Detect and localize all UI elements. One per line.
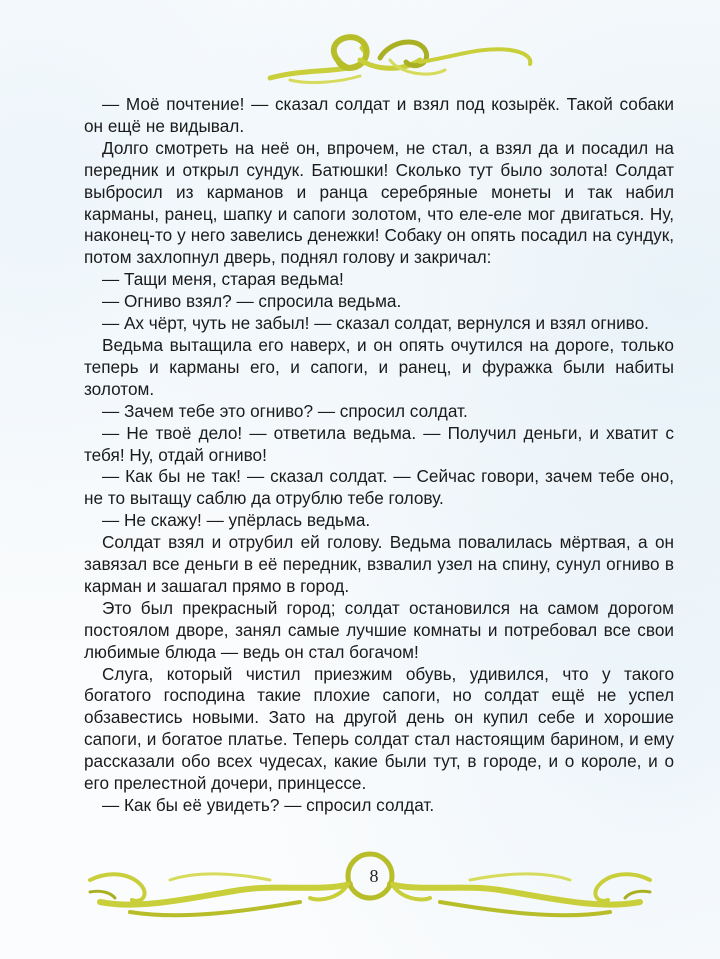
paragraph: — Как бы её увидеть? — спросил солдат. (102, 795, 435, 815)
paragraph: — Зачем тебе это огниво? — спросил солдат. (102, 400, 468, 421)
story-text (84, 94, 674, 817)
paragraph: — Не скажу! — упёрлась ведьма. (102, 510, 371, 531)
page-number: 8 (369, 866, 379, 886)
paragraph: Слуга, который чистил приезжим обувь, удивился, что у такого богатого господина такие плохие сапоги, но солдат ещё не успел обзавестись новыми. Зато на другой день он купил себе и хорошие сапоги, и богатое платье. Теперь солдат стал настоящим барином, и ему рассказали обо всех чудесах, какие были тут, в городе, и о короле, и о его прелестной дочери, принцессе. (84, 663, 674, 794)
paragraph: — Не твоё дело! — ответила ведьма. — Получил деньги, и хватит с тебя! Ну, отдай огниво! (84, 422, 674, 465)
paragraph: — Тащи меня, старая ведьма! (102, 269, 344, 290)
paragraph: — Моё почтение! — сказал солдат и взял под козырёк. Такой собаки он ещё не видывал. (84, 94, 674, 136)
paragraph: — Ах чёрт, чуть не забыл! — сказал солдат, вернулся и взял огниво. (102, 313, 649, 334)
ribbon-swirl-icon (230, 0, 550, 100)
paragraph: Ведьма вытащила его наверх, и он опять очутился на дороге, только теперь и карманы его, и сапоги, и ранец, и фуражка были набиты золотом. (84, 334, 674, 399)
paragraph: Солдат взял и отрубил ей голову. Ведьма повалилась мёртвая, а он завязал все деньги в её передник, взвалил узел на спину, сунул огниво в карман и зашагал прямо в город. (84, 532, 674, 596)
paragraph: Это был прекрасный город; солдат остановился на самом дорогом постоялом дворе, занял самые лучшие комнаты и потребовал все свои любимые блюда — ведь он стал богачом! (84, 597, 674, 662)
paragraph: Долго смотреть на неё он, впрочем, не стал, а взял да и посадил на передник и открыл сундук. Батюшки! Сколько тут было золота! Солдат выбросил из карманов и ранца серебряные монеты и так набил карманы, ранец, шапку и сапоги золотом, что еле-еле мог двигаться. Ну, наконец-то у него завелись денежки! Собаку он опять посадил на сундук, потом захлопнул дверь, поднял голову и закричал: (84, 137, 674, 268)
paragraph: — Как бы не так! — сказал солдат. — Сейчас говори, зачем тебе оно, не то вытащу саблю да отрублю тебе голову. (84, 466, 674, 509)
paragraph: — Огниво взял? — спросила ведьма. (102, 291, 402, 312)
